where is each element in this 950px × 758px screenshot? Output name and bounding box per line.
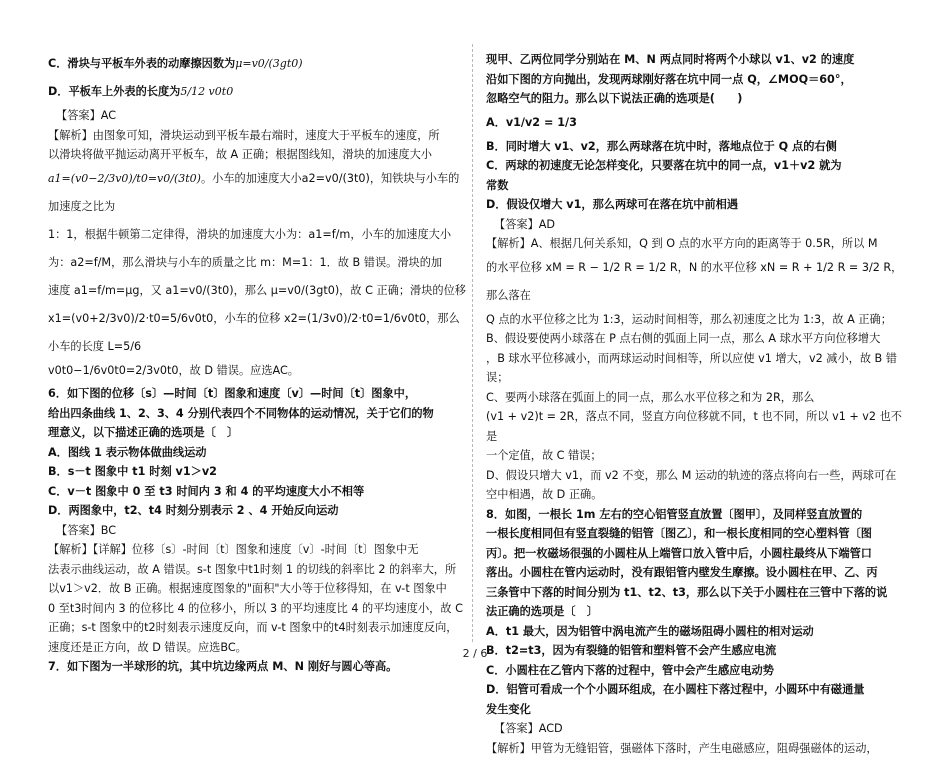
explanation-line: 空中相遇，故 D 正确。	[486, 485, 906, 505]
explanation-line: 为：a2=f/M，那么滑块与小车的质量之比 m：M=1：1．故 B 错误。滑块的加	[48, 249, 468, 277]
explanation-line: B、假设要使两小球落在 P 点右侧的弧面上同一点，那么 A 球水平方向位移增大	[486, 329, 906, 349]
question-7-stem: 现甲、乙两位同学分别站在 M、N 两点同时将两个小球以 v1、v2 的速度	[486, 50, 906, 70]
explanation-line: 1：1，根据牛顿第二定律得，滑块的加速度大小为：a1=f/m，小车的加速度大小	[48, 221, 468, 249]
question-6-stem: 理意义，以下描述正确的选项是〔 〕	[48, 423, 468, 443]
answer-7: 【答案】AD	[486, 215, 906, 235]
q8-option-a: A．t1 最大，因为铝管中涡电流产生的磁场阻碍小圆柱的相对运动	[486, 622, 906, 642]
q7-option-d: D．假设仅增大 v1，那么两球可在落在坑中前相遇	[486, 195, 906, 215]
q7-option-c-cont: 常数	[486, 176, 906, 196]
q6-option-d: D．两图象中，t2、t4 时刻分别表示 2 、4 开始反向运动	[48, 501, 468, 521]
explanation-line: 【解析】【详解】位移〔s〕-时间〔t〕图象和速度〔v〕-时间〔t〕图象中无	[48, 540, 468, 560]
q8-option-d: D．铝管可看成一个个小圆环组成，在小圆柱下落过程中，小圆环中有磁通量	[486, 680, 906, 700]
question-7-stem: 忽略空气的阻力。那么以下说法正确的选项是( )	[486, 89, 906, 109]
explanation-line: (v1 + v2)t = 2R，落点不同，竖直方向位移就不同，t 也不同，所以 v1 + v2 也不是	[486, 407, 906, 446]
explanation-line: 速度还是正方向，故 D 错误。应选BC。	[48, 638, 468, 658]
left-column	[48, 50, 468, 677]
question-6-stem: 6．如下图的位移〔s〕—时间〔t〕图象和速度〔v〕—时间〔t〕图象中，	[48, 384, 468, 404]
column-divider	[472, 44, 473, 642]
explanation-line: ，B 球水平位移减小，而两球运动时间相等，所以应使 v1 增大，v2 减小，故 B 错误；	[486, 349, 906, 388]
q6-option-b: B．s－t 图象中 t1 时刻 v1＞v2	[48, 462, 468, 482]
explanation-line: 【解析】甲管为无缝铝管，强磁体下落时，产生电磁感应，阻碍强磁体的运动，	[486, 739, 906, 758]
question-8-stem: 丙〕。把一枚磁场很强的小圆柱从上端管口放入管中后，小圆柱最终从下端管口	[486, 544, 906, 564]
explanation-line: a1=(v0−2/3v0)/t0=v0/(3t0)。小车的加速度大小a2=v0/(3t0)，知铁块与小车的加速度之比为	[48, 165, 468, 221]
q8-option-d-cont: 发生变化	[486, 700, 906, 720]
q8-option-b: B．t2=t3，因为有裂缝的铝管和塑料管不会产生感应电流	[486, 641, 906, 661]
explanation-line: D、假设只增大 v1，而 v2 不变，那么 M 运动的轨迹的落点将向右一些，两球可在	[486, 466, 906, 486]
question-6-stem: 给出四条曲线 1、2、3、4 分别代表四个不同物体的运动情况，关于它们的物	[48, 404, 468, 424]
q5-option-d: D．平板车上外表的长度为5/12 v0t0	[48, 78, 468, 106]
explanation-line: C、要两小球落在弧面上的同一点，那么水平位移之和为 2R，那么	[486, 388, 906, 408]
q7-option-c: C．两球的初速度无论怎样变化，只要落在坑中的同一点，v1＋v2 就为	[486, 156, 906, 176]
q5-option-c: C．滑块与平板车外表的动摩擦因数为μ=v0/(3gt0)	[48, 50, 468, 78]
explanation-line: 以滑块将做平抛运动离开平板车，故 A 正确；根据图线知，滑块的加速度大小	[48, 145, 468, 165]
q6-option-c: C．v－t 图象中 0 至 t3 时间内 3 和 4 的平均速度大小不相等	[48, 482, 468, 502]
explanation-line: 【解析】由图象可知，滑块运动到平板车最右端时，速度大于平板车的速度，所	[48, 126, 468, 146]
explanation-line: 的水平位移 xM = R − 1/2 R = 1/2 R，N 的水平位移 xN = R + 1/2 R = 3/2 R，那么落在	[486, 254, 906, 310]
explanation-line: 速度 a1=f/m=μg，又 a1=v0/(3t0)，那么 μ=v0/(3gt0)，故 C 正确；滑块的位移	[48, 277, 468, 305]
explanation-line: 法表示曲线运动，故 A 错误。s-t 图象中t1时刻 1 的切线的斜率比 2 的斜率大，所	[48, 560, 468, 580]
explanation-line: x1=(v0+2/3v0)/2·t0=5/6v0t0，小车的位移 x2=(1/3v0)/2·t0=1/6v0t0，那么小车的长度 L=5/6	[48, 305, 468, 361]
question-8-stem: 三条管中下落的时间分别为 t1、t2、t3，那么以下关于小圆柱在三管中下落的说	[486, 583, 906, 603]
explanation-line: 【解析】A、根据几何关系知，Q 到 O 点的水平方向的距离等于 0.5R，所以 M	[486, 234, 906, 254]
q8-option-c: C．小圆柱在乙管内下落的过程中，管中会产生感应电动势	[486, 661, 906, 681]
formula: 5/12 v0t0	[180, 85, 233, 98]
question-7-stem: 7．如下图为一半球形的坑，其中坑边缘两点 M、N 刚好与圆心等高。	[48, 657, 468, 677]
q7-option-b: B．同时增大 v1、v2，那么两球落在坑中时，落地点位于 Q 点的右侧	[486, 137, 906, 157]
answer-6: 【答案】BC	[48, 521, 468, 541]
answer-5: 【答案】AC	[48, 106, 468, 126]
page-number: 2 / 6	[0, 647, 950, 660]
formula: μ=v0/(3gt0)	[235, 57, 302, 70]
question-8-stem: 落出。小圆柱在管内运动时，没有跟铝管内壁发生摩擦。设小圆柱在甲、乙、丙	[486, 563, 906, 583]
q7-option-a: A．v1/v2 = 1/3	[486, 109, 906, 137]
question-8-stem: 8．如图，一根长 1m 左右的空心铝管竖直放置〔图甲〕，及同样竖直放置的	[486, 505, 906, 525]
explanation-line: v0t0−1/6v0t0=2/3v0t0，故 D 错误。应选AC。	[48, 361, 468, 381]
q6-option-a: A．图线 1 表示物体做曲线运动	[48, 443, 468, 463]
explanation-line: 0 至t3时间内 3 的位移比 4 的位移小，所以 3 的平均速度比 4 的平均速度小，故 C	[48, 599, 468, 619]
explanation-line: Q 点的水平位移之比为 1:3，运动时间相等，那么初速度之比为 1:3，故 A 正确；	[486, 310, 906, 330]
explanation-line: 正确；s-t 图象中的t2时刻表示速度反向，而 v-t 图象中的t4时刻表示加速度反向，	[48, 618, 468, 638]
question-8-stem: 一根长度相同但有竖直裂缝的铝管〔图乙〕，和一根长度相同的空心塑料管〔图	[486, 524, 906, 544]
explanation-line: 以v1＞v2．故 B 正确。根据速度图象的"面积"大小等于位移得知，在 v-t 图象中	[48, 579, 468, 599]
question-7-stem: 沿如下图的方向抛出，发现两球刚好落在坑中同一点 Q，∠MOQ＝60°，	[486, 70, 906, 90]
explanation-line: 一个定值，故 C 错误；	[486, 446, 906, 466]
answer-8: 【答案】ACD	[486, 719, 906, 739]
question-8-stem: 法正确的选项是〔 〕	[486, 602, 906, 622]
